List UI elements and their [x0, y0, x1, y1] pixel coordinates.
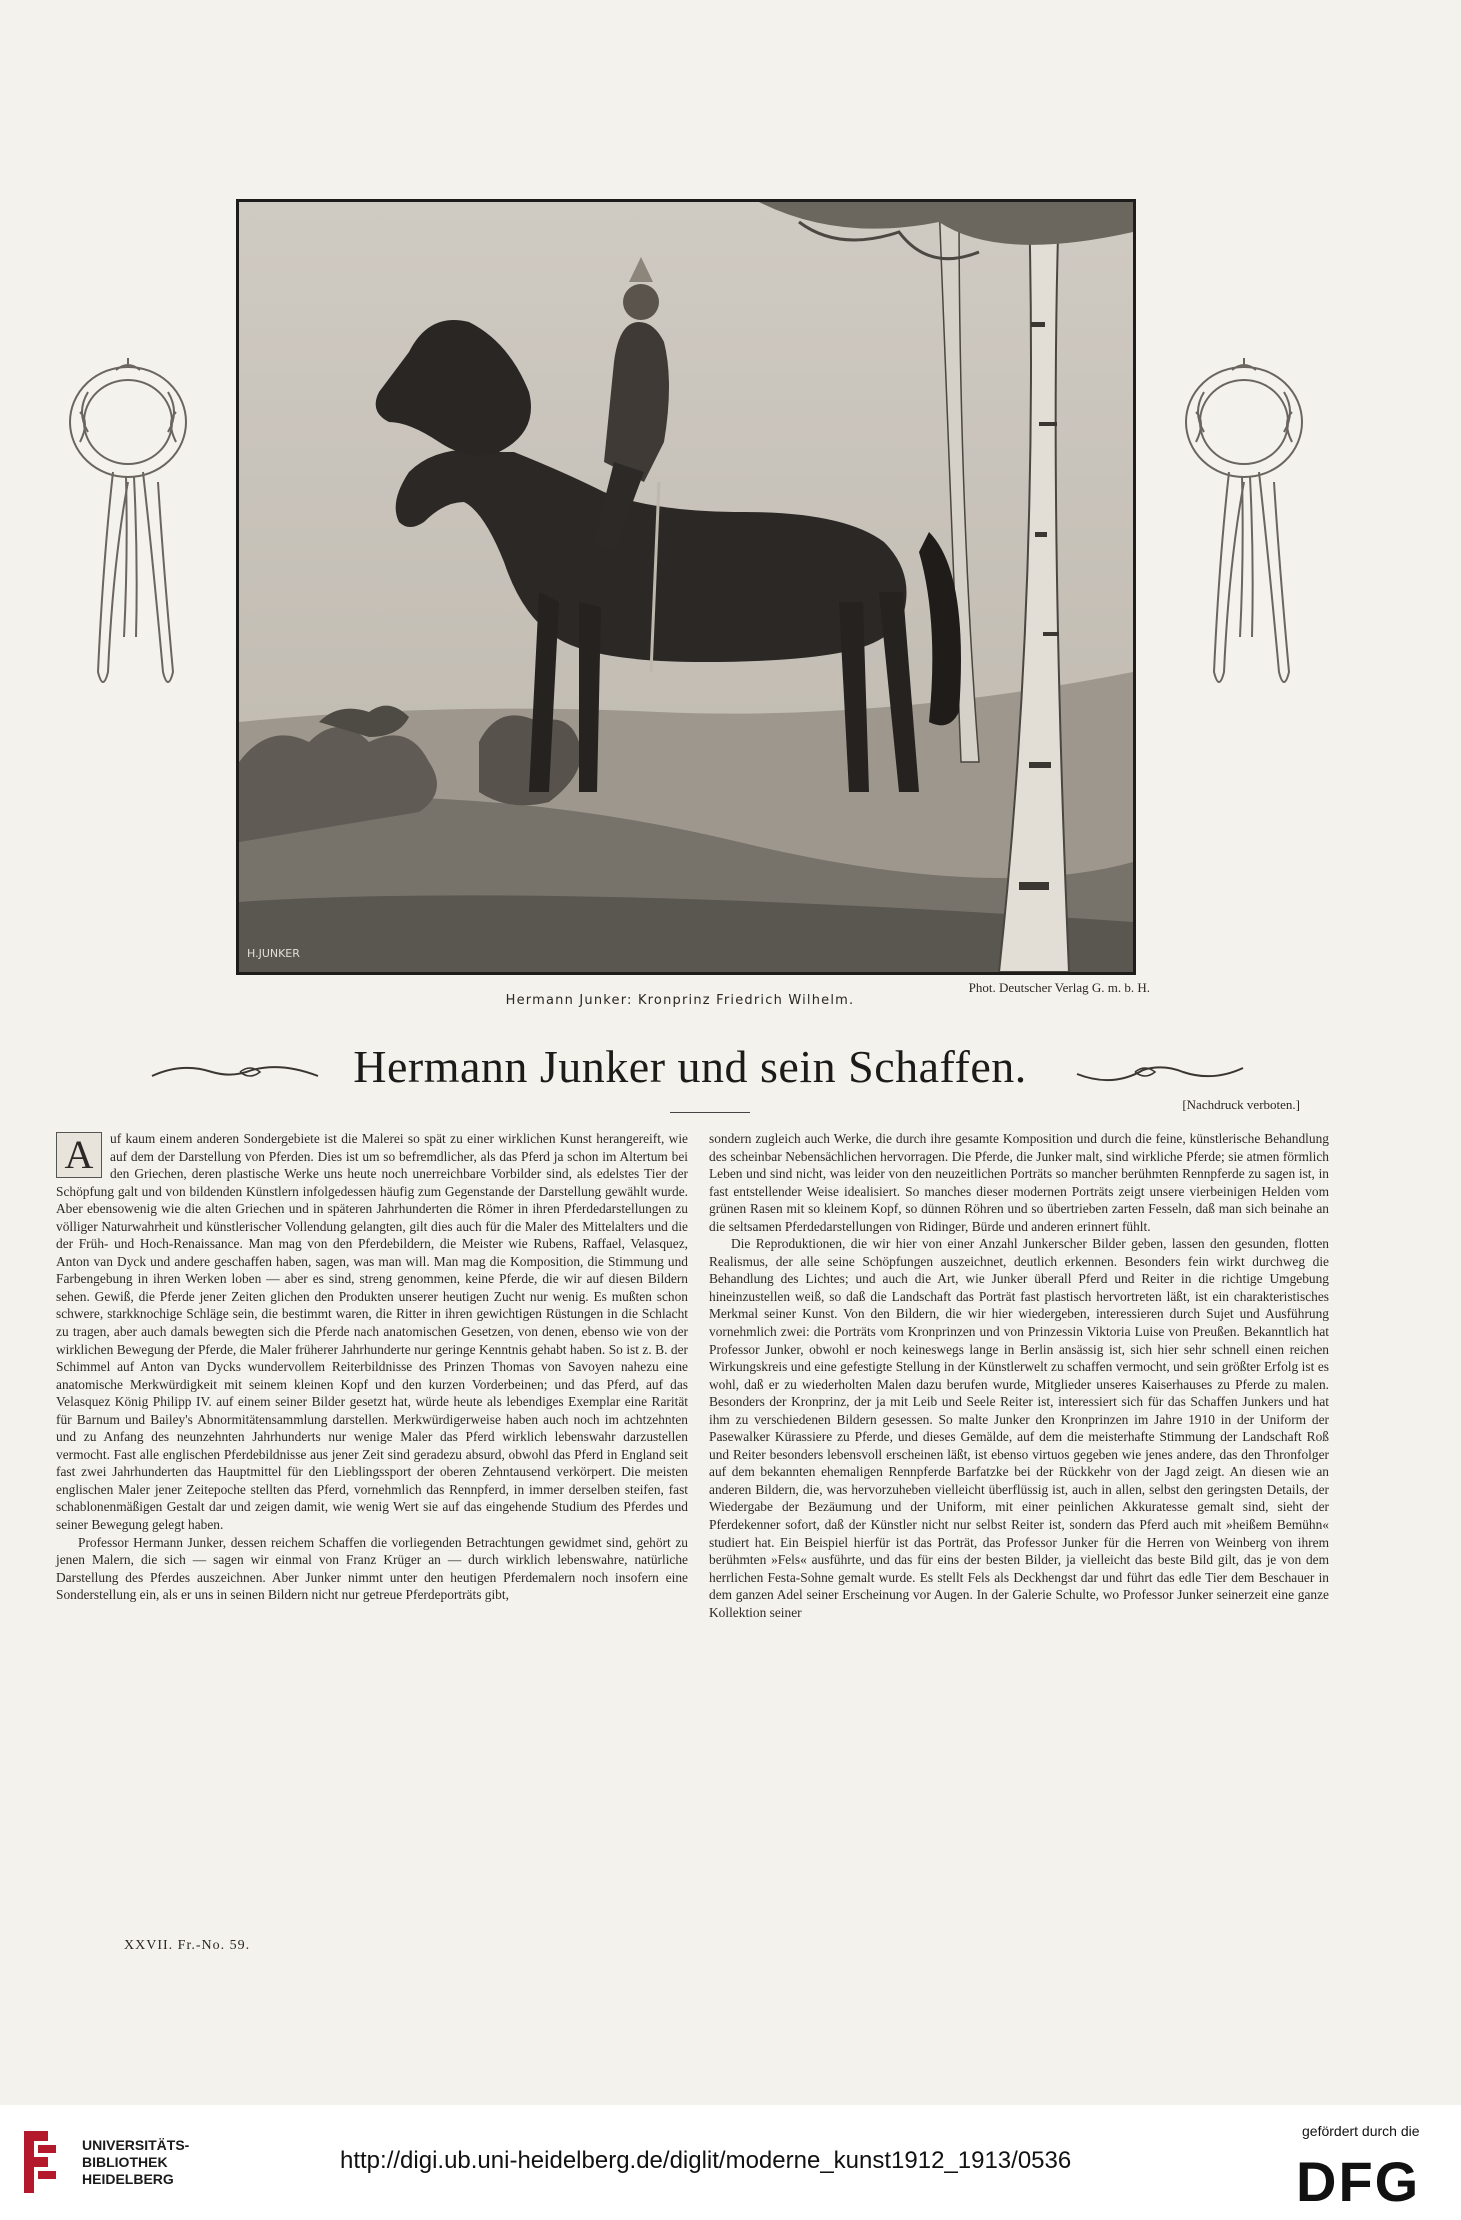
article-title: Hermann Junker und sein Schaffen.: [353, 1041, 1027, 1092]
painting-kronprinz-on-horse: [239, 202, 1133, 972]
library-logo-icon: [18, 2127, 62, 2197]
dfg-logo: DFG: [1296, 2150, 1421, 2213]
wreath-ornament-left: [58, 352, 208, 712]
painting-plate: [236, 199, 1136, 975]
paragraph-3: sondern zugleich auch Werke, die durch ihre gesamte Komposition und durch die feine, künstlerische Behandlung des scheinbar Nebensächlichen hervorragen. Die Pferde, die Junker malt, sind wirkliche Pferde; sie atmen förmlich Leben und sind nicht, was leider von den neuzeitlichen Porträts so mancher berühmten Rennpferde zu sagen ist, in fast entstellender Weise idealisiert. So manches dieser modernen Porträts zeigt unsere vierbeinigen Helden vom grünen Rasen mit so kleinem Kopf, so dünnen Röhren und so übertrieben zarten Fesseln, daß man sich beinahe an die seltsamen Pferdedarstellungen von Ridinger, Bürde und anderen erinnert fühlt.: [709, 1131, 1329, 1234]
source-url-link[interactable]: http://digi.ub.uni-heidelberg.de/diglit/moderne_kunst1912_1913/0536: [340, 2147, 1072, 2174]
photo-credit: Phot. Deutscher Verlag G. m. b. H.: [968, 980, 1150, 995]
wreath-ornament-right: [1166, 352, 1316, 712]
paragraph-2: Professor Hermann Junker, dessen reichem Schaffen die vorliegenden Betrachtungen gewidmet sind, gehört zu jenen Malern, die sich — sagen wir einmal von Franz Krüger an — durch wirklich lebenswahre, natürliche Darstellung des Pferdes auszeichnen. Aber Junker nimmt unter den heutigen Pferdemalern noch insofern eine Sonderstellung ein, als er uns in seinen Bildern nicht nur getreue Pferdeporträts gibt,: [56, 1534, 688, 1603]
reprint-notice: [Nachdruck verboten.]: [1182, 1097, 1300, 1112]
flourish-left-icon: [150, 1058, 320, 1088]
paragraph-4: Die Reproduktionen, die wir hier von einer Anzahl Junkerscher Bilder geben, lassen den gesunden, flotten Realismus, der alle seine Schöpfungen auszeichnet, deutlich erkennen. Besonders fein wirkt durchweg die Behandlung des Lichtes; und auch die Art, wie Junker überall Pferd und Reiter in die richtige Umgebung hineinzustellen weiß, so daß die Landschaft das Porträt fast plastisch hervortreten läßt, ist ein charakteristisches Merkmal seiner Kunst. Von den Bildern, die wir hier wiedergeben, interessieren durch Sujet und Ausführung vornehmlich zwei: die Porträts vom Kronprinzen und von Prinzessin Viktoria Luise von Preußen. Bekanntlich hat Professor Junker, obwohl er noch keineswegs lange in Berlin ansässig ist, sich hier sehr schnell einen reichen Wirkungskreis und eine gefestigte Stellung in der Künstlerwelt zu schaffen vermocht, und sein größter Erfolg ist es wohl, daß er zu wiederholten Malen dazu berufen wurde, Mitglieder unseres Kaiserhauses zu Pferde zu malen. Besonders der Kronprinz, der ja mit Leib und Seele Reiter ist, interessiert sich für das Schaffen Junkers und hat ihm zu verschiedenen Bildern gesessen. So malte Junker den Kronprinzen im Jahre 1910 in der Uniform der Pasewalker Kürassiere zu Pferde, und dieses Gemälde, auf dem die meisterhafte Stimmung der Landschaft Roß und Reiter besonders lebensvoll erscheinen läßt, ist ebenso virtuos gegeben wie jenes andere, das den Thronfolger auf dem bekannten ehemaligen Rennpferde Barfatzke bei der Rückkehr von der Jagd zeigt. An diesen wie an anderen Bildern, die, was hervorzuheben vielleicht überflüssig ist, auch in allen, selbst den geringsten Details, der Wiedergabe der Bezäumung und der Uniform, mit einer peinlichen Akkuratesse gemalt sind, sieht der Pferdekenner sofort, daß der Künstler nicht nur selbst Reiter ist, sondern das Pferd auch mit »heißem Bemühn« studiert hat. Ein Beispiel hierfür ist das Porträt, das Professor Junker für die Herren von Weinberg von ihrem berühmten »Fels« ausführte, und das für eins der besten Bilder, ja vielleicht das beste Bild gilt, das je von dem herrlichen Festa-Sohne gemalt wurde. Es stellt Fels als Deckhengst dar und führt das edle Tier dem Beschauer in dem ganzen Adel seiner Erscheinung vor Augen. In der Galerie Schulte, wo Professor Junker seinerzeit eine ganze Kollektion seiner: [709, 1236, 1329, 1620]
flourish-right-icon: [1075, 1058, 1245, 1088]
issue-number: XXVII. Fr.-No. 59.: [124, 1938, 251, 1953]
paragraph-1: A uf kaum einem anderen Sondergebiete ist die Malerei so spät zu einer wirklichen Kunst herangereift, wie auf dem der Darstellung von Pferden. Dies ist um so befremdlicher, als das Pferd ja schon im Altertum bei den Griechen, deren plastische Werke uns heute noch unerreichbare Vorbilder sind, als edelstes Tier der Schöpfung galt und von bildenden Künstlern infolgedessen häufig zum Gegenstande der Darstellung gewählt wurde. Aber ebensowenig wie die alten Griechen und in späteren Jahrhunderten die Römer in ihren Pferdedarstellungen zu völliger Naturwahrheit und künstlerischer Vollendung gelangten, gilt dies auch für die Maler des Mittelalters und die der Früh- und Hoch-Renaissance. Man mag von den Pferdebildern, die Meister wie Rubens, Raffael, Velasquez, Anton van Dyck und andere geschaffen haben, sagen, was man will. Man mag die Komposition, die Stimmung und Farbengebung in ihren Werken loben — aber es sind, streng genommen, keine Pferde, die wir auf diesen Bildern sehen. Gewiß, die Pferde jener Zeiten glichen den Produkten unserer heutigen Zucht nur wenig. Es mußten schon schwere, starkknochige Schläge sein, die bestimmt waren, die Ritter in ihren gewichtigen Rüstungen in die Schlacht zu tragen, aber auch damals bewegten sich die Pferde nach anatomischen Gesetzen, von denen, ebenso wie von der wirklichen Bewegung der Pferde, die Maler früherer Jahrhunderte nur geringe Kenntnis gehabt haben. So ist z. B. der Schimmel auf Anton van Dycks wundervollem Reiterbildnisse des Prinzen Thomas von Savoyen nahezu eine anatomische Merkwürdigkeit mit seinem kleinen Kopf und den kurzen Vorderbeinen; und das Pferd, auf das Velasquez König Philipp IV. auf einem seiner Bilder gesetzt hat, würde heute als lebendiges Exemplar eine Rarität für Barnum und Bailey's Abnormitätensammlung darstellen. Merkwürdigerweise haben auch noch im achtzehnten und zu Anfang des neunzehnten Jahrhunderts nur wenige Maler das Pferd wirklich lebenswahr darzustellen vermocht. Fast alle englischen Pferdebildnisse aus jener Zeit sind geradezu absurd, obwohl das Pferd in England seit fast zwei Jahrhunderten das Hauptmittel für den Lieblingssport der oberen Zehntausend verkörpert. Die meisten englischen Maler jener Zeitepoche stellten das Pferd, vornehmlich das Rennpferd, in immer derselben steifen, fast schablonenmäßigen Gestalt dar und zeigen damit, wie wenig Wert sie auf das eingehende Studium des Pferdes und seiner Bewegung gelegt haben.: [56, 1131, 688, 1533]
figure-caption: Hermann Junker: Kronprinz Friedrich Wilhelm.: [505, 993, 855, 1008]
title-row: [0, 1040, 1461, 1100]
drop-cap: A: [56, 1132, 102, 1178]
painting-signature: H.JUNKER: [247, 947, 300, 960]
title-rule: [670, 1112, 750, 1113]
article-column-right: [709, 1130, 1329, 1621]
library-name: UNIVERSITÄTS- BIBLIOTHEK HEIDELBERG: [82, 2137, 190, 2187]
sponsor-text: gefördert durch die: [1302, 2123, 1420, 2139]
digitization-footer: [0, 2105, 1461, 2220]
article-column-left: [56, 1130, 688, 1604]
